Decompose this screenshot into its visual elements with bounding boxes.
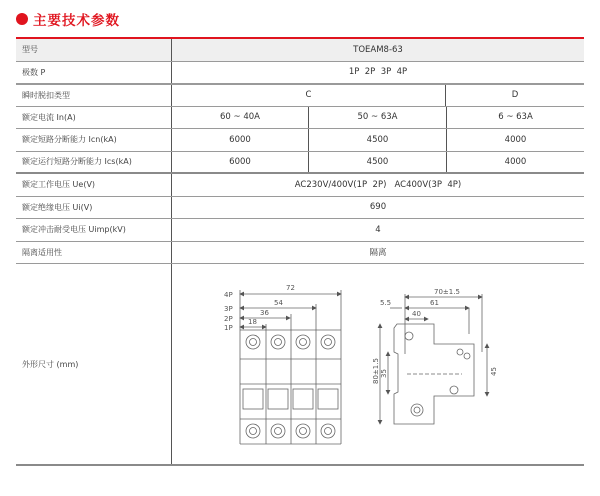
dim-61: 61 xyxy=(430,299,439,307)
row-value: 50 ~ 63A xyxy=(308,107,446,129)
table-row-uimp xyxy=(16,219,584,242)
section-title xyxy=(16,9,120,29)
row-value: 1P 2P 3P 4P xyxy=(348,67,408,78)
row-label: 额定电流 In(A) xyxy=(16,107,172,129)
table-row-isolation xyxy=(16,242,584,265)
table-row-dimensions xyxy=(16,264,584,466)
row-label: 瞬时脱扣类型 xyxy=(16,85,172,106)
row-label: 隔离适用性 xyxy=(16,242,172,264)
table-row-icn xyxy=(16,129,584,152)
bullet-dot-icon xyxy=(16,13,28,25)
row-value: AC230V/400V(1P 2P) AC400V(3P 4P) xyxy=(294,179,462,190)
row-label: 额定短路分断能力 Icn(kA) xyxy=(16,129,172,151)
row-label: 额定工作电压 Ue(V) xyxy=(16,174,172,196)
pole-label-4p: 4P xyxy=(224,291,233,299)
row-value: 60 ~ 40A xyxy=(220,112,260,123)
dim-35: 35 xyxy=(380,369,388,378)
spec-table xyxy=(16,37,584,466)
row-value: 4500 xyxy=(308,129,446,151)
row-value: 4000 xyxy=(446,129,584,151)
row-value: C xyxy=(305,90,312,101)
pole-label-3p: 3P xyxy=(224,305,233,313)
row-value: 4 xyxy=(375,224,381,235)
row-value: TOEAM8-63 xyxy=(353,44,403,55)
pole-label-2p: 2P xyxy=(224,315,233,323)
row-label: 极数 P xyxy=(16,62,172,84)
row-value: D xyxy=(445,85,584,106)
row-label: 额定冲击耐受电压 Uimp(kV) xyxy=(16,219,172,241)
dimension-diagram xyxy=(172,264,584,464)
row-value: 690 xyxy=(369,202,387,213)
table-row-model xyxy=(16,39,584,62)
table-row-trip-type xyxy=(16,84,584,107)
dim-5-5: 5.5 xyxy=(380,299,392,307)
row-value: 6000 xyxy=(229,156,251,167)
dim-80: 80±1.5 xyxy=(372,358,380,384)
section-title-text: 主要技术参数 xyxy=(33,13,120,29)
pole-label-1p: 1P xyxy=(224,324,233,332)
row-label: 额定运行短路分断能力 Ics(kA) xyxy=(16,152,172,173)
row-value: 4000 xyxy=(446,152,584,173)
row-value: 6000 xyxy=(229,134,251,145)
dim-45: 45 xyxy=(490,367,498,376)
row-label: 型号 xyxy=(16,39,172,61)
row-value: 4500 xyxy=(308,152,446,173)
width-18: 18 xyxy=(248,318,257,326)
width-36: 36 xyxy=(260,309,269,317)
table-row-ue xyxy=(16,174,584,197)
row-label: 额定绝缘电压 Ui(V) xyxy=(16,197,172,219)
row-value: 隔离 xyxy=(369,248,387,259)
side-view-drawing xyxy=(372,288,498,424)
dim-40: 40 xyxy=(412,310,421,318)
table-row-poles xyxy=(16,62,584,85)
table-row-rated-current xyxy=(16,107,584,130)
row-label: 外形尺寸 (mm) xyxy=(16,264,172,464)
table-row-ics xyxy=(16,152,584,175)
width-54: 54 xyxy=(274,299,283,307)
row-value: 6 ~ 63A xyxy=(446,107,584,129)
dim-70: 70±1.5 xyxy=(434,288,460,296)
table-row-ui xyxy=(16,197,584,220)
front-view-drawing xyxy=(224,284,341,444)
width-72: 72 xyxy=(286,284,295,292)
